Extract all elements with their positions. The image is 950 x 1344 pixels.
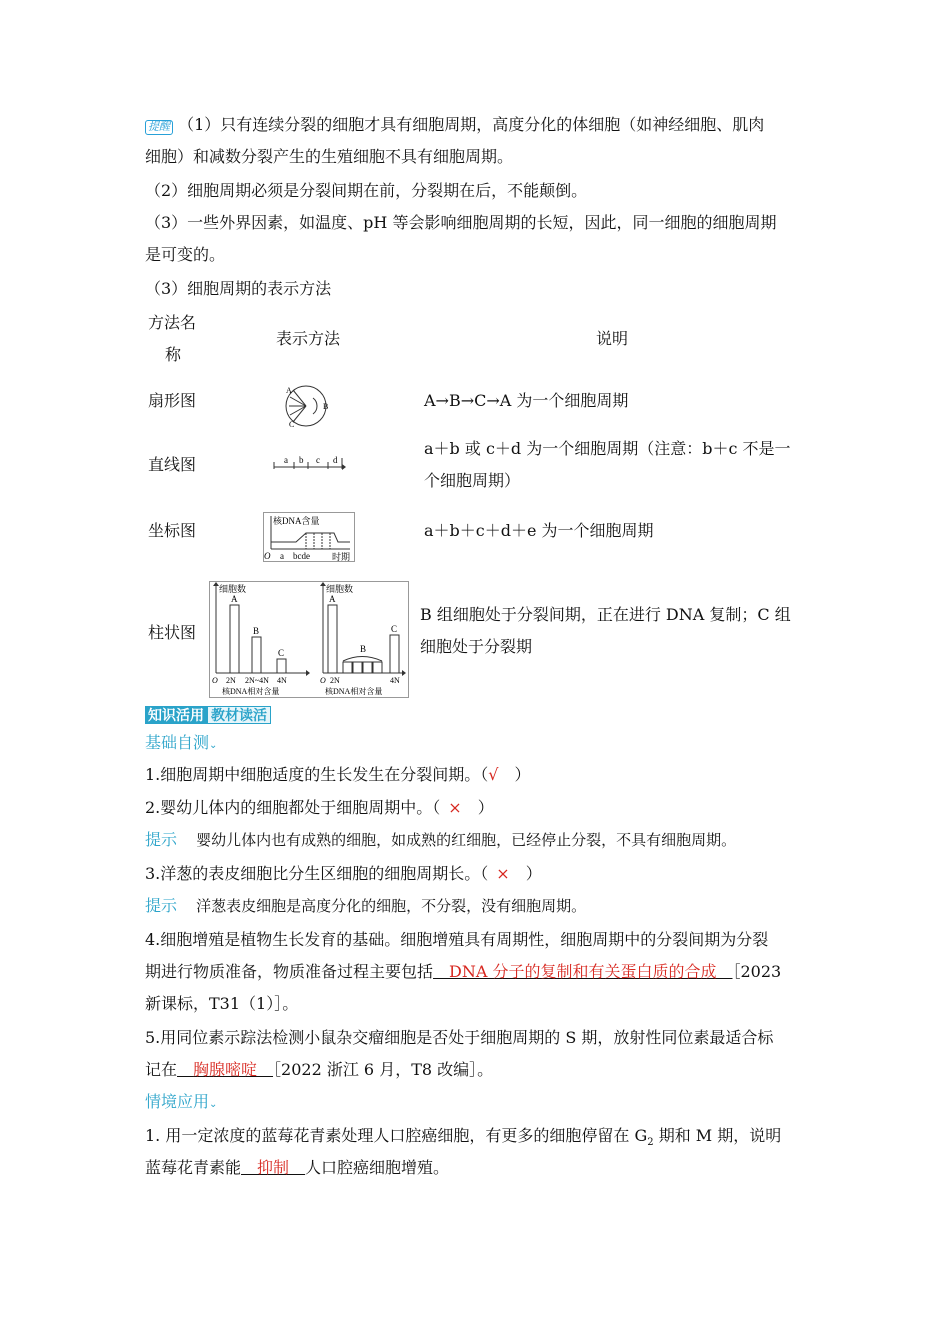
hint-2-line — [145, 827, 736, 850]
hint-3-line — [145, 893, 586, 916]
q3-line — [145, 861, 542, 884]
q3-mark: × — [496, 864, 510, 883]
q5-text-a: 记在 — [145, 1060, 178, 1079]
q1-end: ） — [514, 765, 531, 784]
coord-xlabel: 时期 — [332, 552, 351, 561]
bar2-origin: O — [320, 676, 326, 685]
tip-text-3: （3）一些外界因素，如温度、pH 等会影响细胞周期的长短，因此，同一细胞的细胞周期 — [145, 213, 777, 232]
app-q1-text-c: 蓝莓花青素能 — [145, 1158, 242, 1177]
bar1-label-b: B — [253, 626, 260, 636]
fan-label-c: C — [289, 420, 295, 429]
bar1-x2: 2N~4N — [245, 676, 269, 685]
row-name-line: 直线图 — [148, 455, 197, 474]
q4-line-1: 4.细胞增殖是植物生长发育的基础。细胞增殖具有周期性，细胞周期中的分裂间期为分裂 — [145, 930, 769, 949]
coord-origin: O — [264, 551, 271, 561]
row-name-coord: 坐标图 — [148, 521, 197, 540]
app-q1-line-2 — [145, 1155, 449, 1178]
tip-text-3b: 是可变的。 — [145, 245, 226, 264]
application-label: 情境应用 — [145, 1092, 210, 1111]
app-q1-text-a: 1. 用一定浓度的蓝莓花青素处理人口腔癌细胞，有更多的细胞停留在 G — [145, 1126, 648, 1145]
row-name-fan: 扇形图 — [148, 391, 197, 410]
self-test-label: 基础自测 — [145, 733, 210, 752]
tag-knowledge: 知识活用 — [145, 706, 207, 724]
q1-line — [145, 762, 531, 785]
bar2-ylabel: 细胞数 — [326, 584, 354, 594]
app-q1-line-1 — [145, 1123, 781, 1148]
q2-text: 2.婴幼儿体内的细胞都处于细胞周期中。（ — [145, 798, 441, 817]
tag-textbook: 教材读活 — [207, 706, 271, 724]
app-q1-answer: 抑制 — [241, 1158, 306, 1177]
row-desc-bar-2: 细胞处于分裂期 — [420, 637, 533, 656]
line-label-c: c — [316, 455, 320, 465]
fan-label-b: B — [323, 402, 329, 411]
hint-2-text: 婴幼儿体内也有成熟的细胞，如成熟的红细胞，已经停止分裂，不具有细胞周期。 — [196, 831, 737, 849]
table-header-name-1: 方法名 — [148, 313, 197, 332]
table-header-desc: 说明 — [596, 329, 629, 348]
q2-end: ） — [477, 798, 494, 817]
q2-mark: × — [448, 798, 462, 817]
coord-ylabel: 核DNA含量 — [273, 516, 320, 526]
app-q1-text-b: 期和 M 期，说明 — [653, 1126, 782, 1145]
q1-text: 1.细胞周期中细胞适度的生长发生在分裂间期。（ — [145, 765, 489, 784]
q4-text-a: 期进行物质准备，物质准备过程主要包括 — [145, 962, 434, 981]
bar2-label-b: B — [360, 644, 367, 654]
application-title — [145, 1089, 217, 1112]
coord-ticks: a bcde — [280, 551, 310, 561]
app-q1-sub: 2 — [647, 1137, 654, 1149]
bar1-origin: O — [212, 676, 218, 685]
line-chart-figure — [272, 453, 346, 473]
line-label-a: a — [284, 455, 288, 465]
bar-chart-figure — [209, 581, 409, 698]
q4-answer: DNA 分子的复制和有关蛋白质的合成 — [433, 962, 733, 981]
fan-chart-figure — [283, 383, 329, 429]
hint-3-text: 洋葱表皮细胞是高度分化的细胞，不分裂，没有细胞周期。 — [196, 897, 587, 915]
q5-line-2 — [145, 1057, 493, 1080]
tip-badge: 提醒 — [145, 120, 173, 135]
row-desc-coord: a＋b＋c＋d＋e 为一个细胞周期 — [424, 521, 654, 540]
fan-label-a: A — [286, 386, 292, 395]
q5-text-b: ［2022 浙江 6 月，T8 改编］。 — [273, 1060, 494, 1079]
row-desc-line-1: a＋b 或 c＋d 为一个细胞周期（注意：b＋c 不是一 — [424, 439, 791, 458]
bar1-label-c: C — [278, 648, 285, 658]
tip-text-1: （1）只有连续分裂的细胞才具有细胞周期，高度分化的体细胞（如神经细胞、肌肉 — [178, 115, 765, 134]
line-label-b: b — [299, 455, 304, 465]
q2-line — [145, 795, 494, 818]
row-desc-fan: A→B→C→A 为一个细胞周期 — [424, 391, 629, 410]
row-desc-line-2: 个细胞周期） — [424, 471, 521, 490]
tip-text-2: （2）细胞周期必须是分裂间期在前，分裂期在后，不能颠倒。 — [145, 181, 588, 200]
hint-2-label: 提示 — [145, 832, 178, 849]
q4-line-3: 新课标，T31（1）］。 — [145, 994, 299, 1013]
table-header-method: 表示方法 — [276, 329, 341, 348]
tip-line-1 — [145, 112, 764, 135]
bar2-xlabel: 核DNA相对含量 — [325, 687, 383, 696]
row-name-bar: 柱状图 — [148, 623, 197, 642]
chevron-down-icon: ⌄ — [209, 740, 218, 751]
q1-mark: √ — [488, 765, 499, 784]
tip-text-1b: 细胞）和减数分裂产生的生殖细胞不具有细胞周期。 — [145, 147, 514, 166]
line-label-d: d — [333, 455, 338, 465]
row-desc-bar-1: B 组细胞处于分裂间期，正在进行 DNA 复制；C 组 — [420, 605, 791, 624]
hint-3-label: 提示 — [145, 898, 178, 915]
table-header-name-2: 称 — [165, 345, 182, 364]
q4-line-2 — [145, 959, 781, 982]
q3-end: ） — [525, 864, 542, 883]
bar2-x1: 2N — [330, 676, 340, 685]
q4-text-b: ［2023 — [732, 962, 782, 981]
bar1-ylabel: 细胞数 — [219, 584, 247, 594]
bar1-label-a: A — [231, 594, 238, 604]
bar1-x1: 2N — [226, 676, 236, 685]
bar2-label-c: C — [391, 624, 398, 634]
bar1-x3: 4N — [277, 676, 287, 685]
bar1-xlabel: 核DNA相对含量 — [222, 687, 280, 696]
bar2-x3: 4N — [390, 676, 400, 685]
bar2-label-a: A — [329, 594, 336, 604]
self-test-title — [145, 730, 217, 753]
knowledge-tag — [145, 706, 271, 724]
chevron-down-icon: ⌄ — [209, 1099, 218, 1110]
q5-answer: 胸腺嘧啶 — [177, 1060, 274, 1079]
q3-text: 3.洋葱的表皮细胞比分生区细胞的细胞周期长。（ — [145, 864, 489, 883]
q5-line-1: 5.用同位素示踪法检测小鼠杂交瘤细胞是否处于细胞周期的 S 期，放射性同位素最适合标 — [145, 1028, 774, 1047]
section-heading: （3）细胞周期的表示方法 — [145, 279, 332, 298]
coord-chart-figure — [263, 512, 355, 562]
app-q1-text-d: 人口腔癌细胞增殖。 — [305, 1158, 450, 1177]
